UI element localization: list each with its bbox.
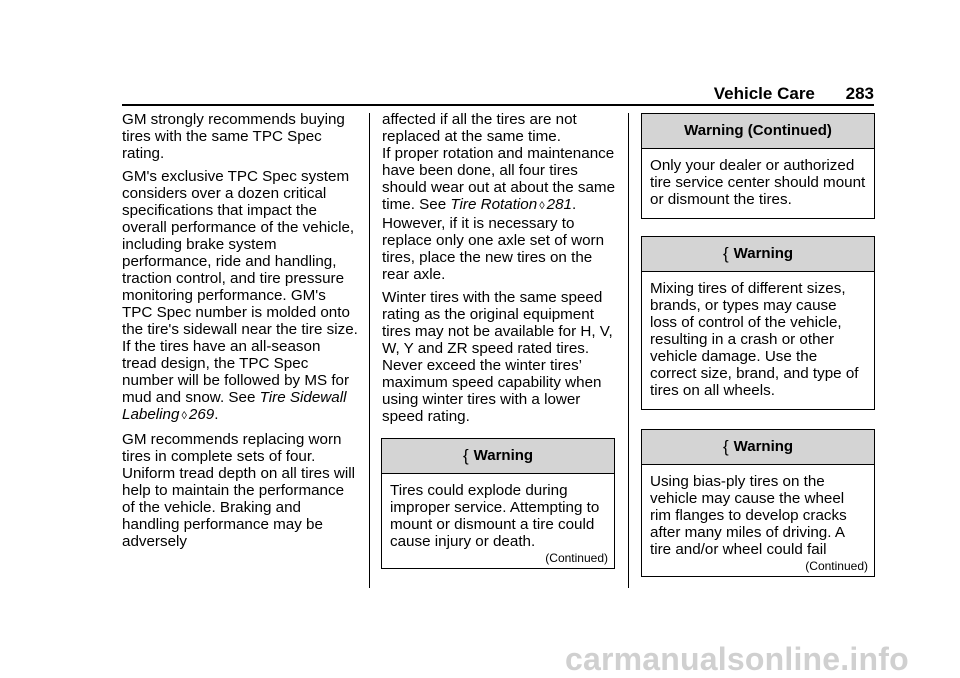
header-rule (122, 104, 874, 106)
warning-body: Using bias-ply tires on the vehicle may cause the wheel rim flanges to develop cracks after many miles of driving. A tire and/or wheel could fail (650, 473, 847, 558)
paragraph: GM's exclusive TPC Spec system considers over a dozen critical specifications that impact the overall performance of the vehicle, including brake system performance, ride and handling, traction control, and tire pressure monitoring performance. GM's TPC Spec number is molded onto the tire's sidewall near the tire size. If the tires have an all-season tread design, the TPC Spec number will be followed by MS for mud and snow. See Tire Sidewall Labeling ◊ 269. (122, 168, 358, 423)
warning-body: Mixing tires of different sizes, brands, or types may cause loss of control of the vehicle, resulting in a crash or other vehicle damage. Use the correct size, brand, and type of tires on all wheels. (650, 280, 859, 399)
column-divider-2 (628, 113, 629, 588)
warning-box-mixing (641, 236, 875, 410)
paragraph: If proper rotation and maintenance have been done, all four tires should wear out at about the same time. See Tire Rotation ◊ 281. However, if it is necessary to replace only one axle set of worn tires, place the new tires on the rear axle. (382, 145, 616, 283)
paragraph: GM strongly recommends buying tires with the same TPC Spec rating. (122, 111, 345, 162)
xref-arrow-icon: ◊ (181, 410, 187, 422)
warning-box-continued (641, 113, 875, 219)
warning-header: { Warning (642, 430, 874, 465)
xref-tire-sidewall-labeling[interactable]: Tire Sidewall Labeling ◊ 269 (122, 389, 347, 423)
xref-tire-rotation[interactable]: Tire Rotation ◊ 281 (450, 196, 572, 213)
section-title: Vehicle Care (713, 84, 815, 103)
warning-icon: { (722, 437, 729, 456)
continued-label: (Continued) (805, 559, 868, 573)
warning-body: Tires could explode during improper service. Attempting to mount or dismount a tire could cause injury or death. (390, 482, 600, 550)
xref-arrow-icon: ◊ (539, 200, 545, 212)
warning-icon: { (722, 244, 729, 263)
warning-body: Only your dealer or authorized tire service center should mount or dismount the tires. (650, 157, 866, 208)
paragraph: Winter tires with the same speed rating as the original equipment tires may not be available for H, V, W, Y and ZR speed rated tires. Never exceed the winter tires’ maximum speed capability when using winter tires with a lower speed rating. (382, 289, 613, 425)
paragraph: affected if all the tires are not replaced at the same time. (382, 111, 577, 145)
page-number: 283 (845, 84, 874, 103)
warning-icon: { (462, 446, 469, 465)
column-1 (122, 111, 358, 556)
continued-label: (Continued) (545, 551, 608, 565)
paragraph: GM recommends replacing worn tires in complete sets of four. Uniform tread depth on all tires will help to maintain the performance of the vehicle. Braking and handling performance may be adversely (122, 431, 355, 550)
column-2 (382, 111, 622, 431)
warning-header: { Warning (642, 237, 874, 272)
warning-header: Warning (Continued) (642, 114, 874, 149)
page-header (714, 84, 874, 104)
warning-box-explode (381, 438, 615, 569)
column-divider-1 (369, 113, 370, 588)
watermark-logo: carmanualsonline.info (565, 641, 909, 677)
warning-header: { Warning (382, 439, 614, 474)
warning-box-bias-ply (641, 429, 875, 577)
